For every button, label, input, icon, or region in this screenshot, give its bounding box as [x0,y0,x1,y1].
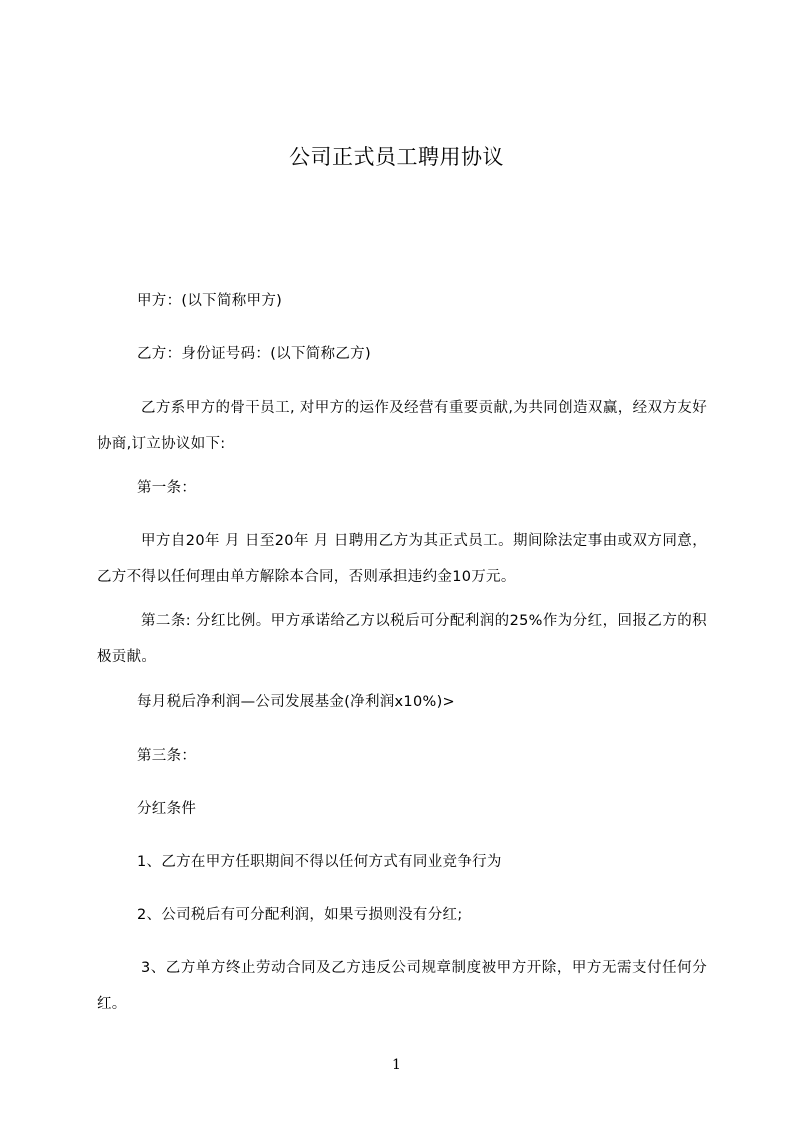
party-b-line: 乙方：身份证号码：(以下简称乙方) [137,346,371,362]
condition-item-1: 1、乙方在甲方任职期间不得以任何方式有同业竞争行为 [137,854,502,870]
dividend-conditions-heading: 分红条件 [137,801,197,817]
article-one-heading: 第一条： [137,480,197,496]
article-two-body: 第二条: 分红比例。甲方承诺给乙方以税后可分配利润的25%作为分红，回报乙方的积极贡献。 [97,613,707,665]
condition-item-2: 2、公司税后有可分配利润，如果亏损则没有分红; [137,907,463,923]
article-one-body: 甲方自20年 月 日至20年 月 日聘用乙方为其正式员工。期间除法定事由或双方同意，乙方不得以任何理由单方解除本合同，否则承担违约金10万元。 [97,533,707,585]
page-number: 1 [392,1057,401,1073]
preamble-paragraph: 乙方系甲方的骨干员工, 对甲方的运作及经营有重要贡献,为共同创造双赢，经双方友好协商,订立协议如下: [97,400,707,452]
condition-item-3: 3、乙方单方终止劳动合同及乙方违反公司规章制度被甲方开除，甲方无需支付任何分红。 [97,960,707,1012]
party-a-line: 甲方：(以下简称甲方) [137,293,283,309]
dividend-formula-line: 每月税后净利润—公司发展基金(净利润x10%)> [137,694,455,710]
article-three-heading: 第三条： [137,748,197,764]
document-title: 公司正式员工聘用协议 [289,145,504,169]
